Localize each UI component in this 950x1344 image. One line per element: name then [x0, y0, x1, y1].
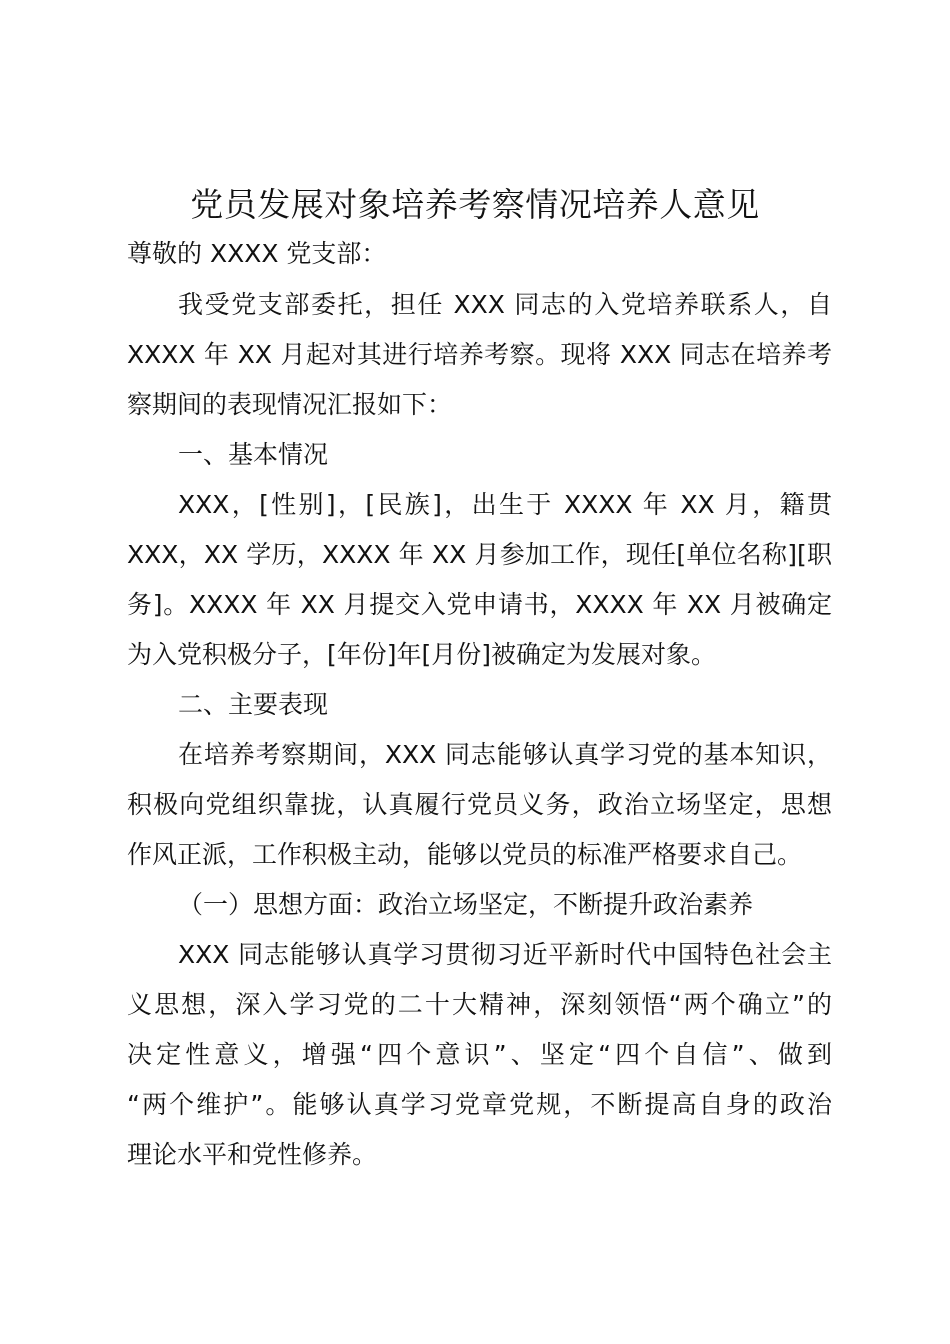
paragraph-line: XXX 同志能够认真学习贯彻习近平新时代中国特色社会主 [178, 940, 832, 969]
paragraph-line: 为入党积极分子，[年份]年[月份]被确定为发展对象。 [127, 640, 717, 669]
paragraph-line: 作风正派，工作积极主动，能够以党员的标准严格要求自己。 [127, 840, 803, 869]
paragraph-line: XXXX 年 XX 月起对其进行培养考察。现将 XXX 同志在培养考 [127, 340, 832, 369]
paragraph-line: 义思想，深入学习党的二十大精神，深刻领悟“两个确立”的 [127, 990, 832, 1019]
paragraph-line: XXX，XX 学历，XXXX 年 XX 月参加工作，现任[单位名称][职 [127, 540, 832, 569]
section-heading: 二、主要表现 [178, 690, 329, 719]
paragraph-line: XXX，[性别]，[民族]，出生于 XXXX 年 XX 月，籍贯 [178, 490, 832, 519]
subsection-heading: （一）思想方面：政治立场坚定，不断提升政治素养 [178, 890, 754, 919]
paragraph-line: 察期间的表现情况汇报如下： [127, 390, 453, 419]
document-title: 党员发展对象培养考察情况培养人意见 [190, 185, 760, 224]
paragraph-line: 理论水平和党性修养。 [127, 1140, 378, 1169]
section-heading: 一、基本情况 [178, 440, 329, 469]
paragraph-line: 务]。XXXX 年 XX 月提交入党申请书，XXXX 年 XX 月被确定 [127, 590, 832, 619]
greeting: 尊敬的 XXXX 党支部： [127, 239, 387, 268]
paragraph-line: 决定性意义，增强“四个意识”、坚定“四个自信”、做到 [127, 1040, 832, 1069]
paragraph-line: 我受党支部委托，担任 XXX 同志的入党培养联系人，自 [178, 290, 832, 319]
paragraph-line: “两个维护”。能够认真学习党章党规，不断提高自身的政治 [127, 1090, 832, 1119]
paragraph-line: 在培养考察期间，XXX 同志能够认真学习党的基本知识， [178, 740, 832, 769]
paragraph-line: 积极向党组织靠拢，认真履行党员义务，政治立场坚定，思想 [127, 790, 832, 819]
